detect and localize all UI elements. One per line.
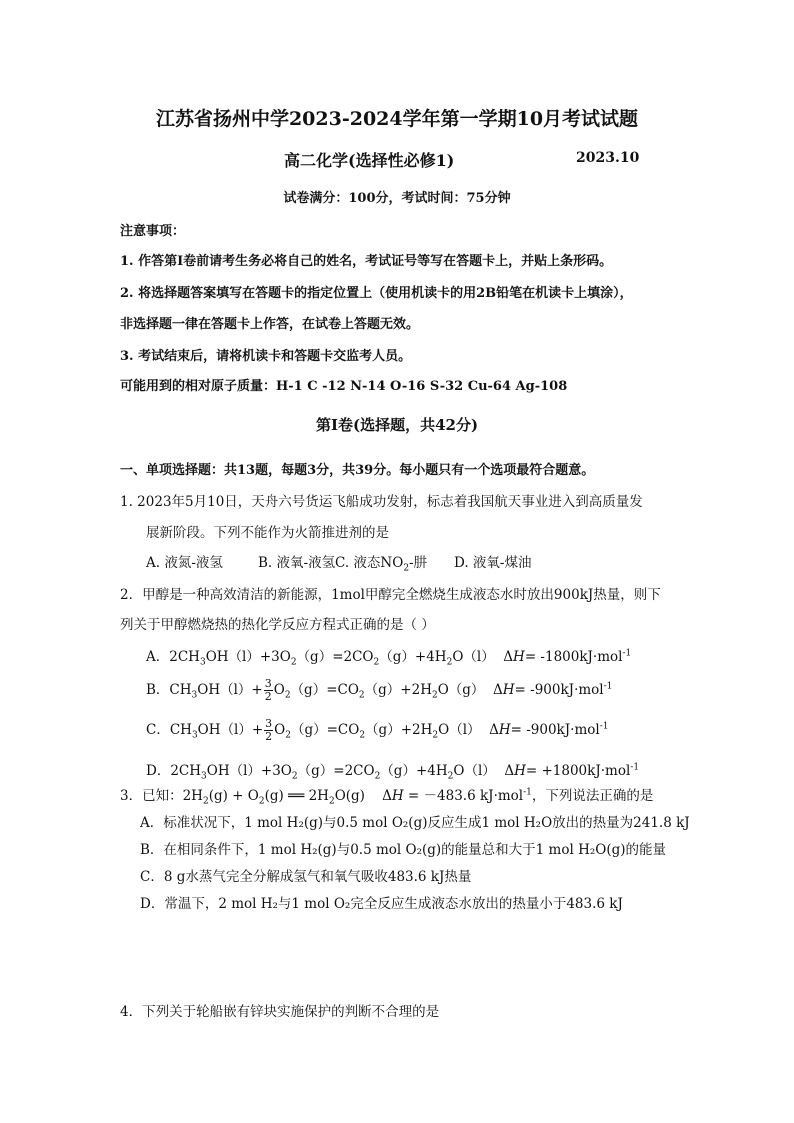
q1-stem-line1: 1. 2023年5月10日，天舟六号货运飞船成功发射，标志着我国航天事业进入到高质量发 [120, 494, 643, 510]
exam-title: 江苏省扬州中学2023-2024学年第一学期10月考试试题 [155, 108, 639, 130]
fraction: $\frac{3}{2}$ [265, 717, 273, 743]
section-title: 第Ⅰ卷(选择题，共42分) [315, 416, 479, 434]
q1-option-d: D. 液氧-煤油 [454, 555, 532, 571]
q1-stem-line2: 展新阶段。下列不能作为火箭推进剂的是 [146, 525, 389, 541]
q3-option-d: D．常温下，2 mol H₂与1 mol O₂完全反应生成液态水放出的热量小于483.6 kJ [140, 896, 623, 912]
exam-date: 2023.10 [576, 150, 640, 166]
q2-option-b: B．$CH_3OH(l)+$ $\frac{3}{2}$ $O_2(g)=CO_2(g)+2H_2O(g)$ ΔH= -900kJ·mol$^{-1}$ [146, 677, 613, 703]
notice-2b: 非选择题一律在答题卡上作答，在试卷上答题无效。 [120, 317, 420, 332]
section-instruction: 一、单项选择题：共13题，每题3分，共39分。每小题只有一个选项最符合题意。 [120, 463, 595, 478]
notice-heading: 注意事项： [120, 224, 186, 239]
q3-stem: 3．已知：$2H_2(g) + O_2(g)$ ══ $2H_2O(g)$ ΔH = －483.6 kJ·mol$^{-1}$，下列说法正确的是 [120, 787, 654, 807]
q3-option-a: A．标准状况下，1 mol H₂(g)与0.5 mol O₂(g)反应生成1 mol H₂O放出的热量为241.8 kJ [140, 815, 690, 831]
q3-option-b: B．在相同条件下，1 mol H₂(g)与0.5 mol O₂(g)的能量总和大于1 mol H₂O(g)的能量 [140, 842, 666, 858]
notice-3: 3. 考试结束后，请将机读卡和答题卡交监考人员。 [120, 349, 412, 364]
q2-option-c: C．$CH_3OH(l)+$ $\frac{3}{2}$ $O_2(g)=CO_2(g)+2H_2O(l)$ ΔH= -900kJ·mol$^{-1}$ [146, 717, 609, 743]
q1-option-c: C. 液态$NO_2-$肼 [335, 555, 428, 574]
q2-option-a: A．$2CH_3OH(l)+3O_2(g)=2CO_2(g)+4H_2O(l)$ ΔH= -1800kJ·mol$^{-1}$ [146, 648, 632, 668]
q2-option-d: D．$2CH_3OH(l)+3O_2(g)=2CO_2(g)+4H_2O(l)$ ΔH= +1800kJ·mol$^{-1}$ [146, 762, 640, 782]
exam-meta: 试卷满分：100分，考试时间：75分钟 [283, 191, 511, 206]
q2-stem-line1: 2．甲醇是一种高效清洁的新能源，1mol甲醇完全燃烧生成液态水时放出900kJ热量，则下 [120, 587, 661, 603]
q2-stem-line2: 列关于甲醇燃烧热的热化学反应方程式正确的是（ ） [120, 617, 435, 633]
q4-stem: 4．下列关于轮船嵌有锌块实施保护的判断不合理的是 [120, 1004, 440, 1020]
atomic-masses: 可能用到的相对原子质量：H-1 C -12 N-14 O-16 S-32 Cu-64 Ag-108 [120, 379, 568, 394]
notice-1: 1. 作答第Ⅰ卷前请考生务必将自己的姓名，考试证号等写在答题卡上，并贴上条形码。 [120, 254, 613, 269]
q3-option-c: C．8 g水蒸气完全分解成氢气和氧气吸收483.6 kJ热量 [140, 869, 472, 885]
subject-title: 高二化学(选择性必修1) [284, 151, 455, 170]
notice-2a: 2. 将选择题答案填写在答题卡的指定位置上（使用机读卡的用2B铅笔在机读卡上填涂）， [120, 286, 633, 301]
fraction: $\frac{3}{2}$ [264, 677, 272, 703]
q1-option-b: B. 液氧-液氢 [258, 555, 336, 571]
q1-option-a: A. 液氮-液氢 [146, 555, 223, 571]
